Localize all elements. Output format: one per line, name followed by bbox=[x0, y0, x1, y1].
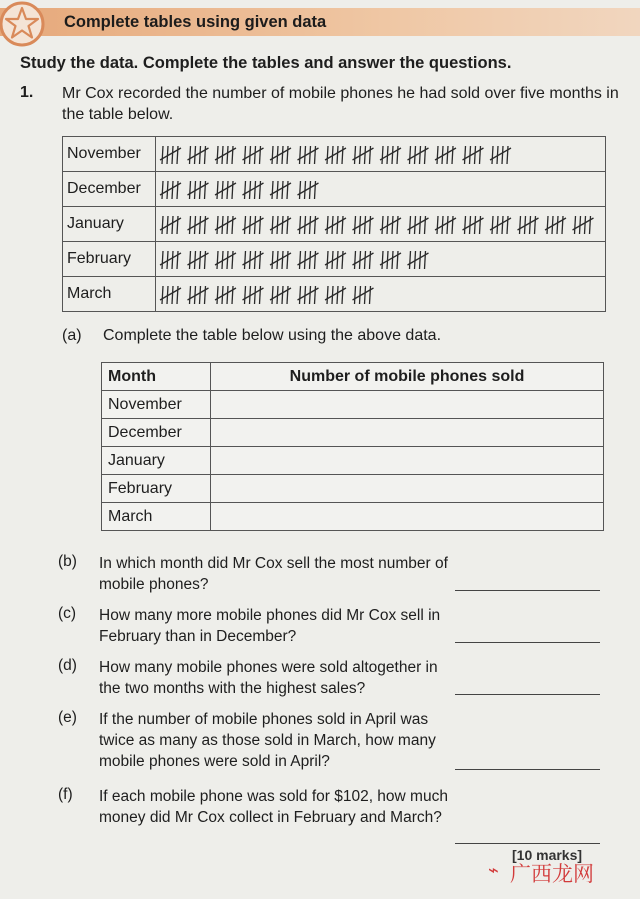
answer-month: December bbox=[102, 419, 211, 447]
header-month: Month bbox=[102, 363, 211, 391]
tally-group bbox=[380, 216, 401, 234]
tally-group bbox=[270, 146, 291, 164]
part-b-letter: (b) bbox=[58, 553, 77, 570]
tally-group bbox=[215, 181, 236, 199]
part-e-answer-line[interactable] bbox=[455, 769, 600, 770]
tally-group bbox=[243, 251, 264, 269]
tally-group bbox=[463, 146, 484, 164]
tally-marks bbox=[156, 207, 606, 242]
tally-group bbox=[298, 286, 319, 304]
tally-group bbox=[243, 216, 264, 234]
tally-group bbox=[215, 146, 236, 164]
tally-marks bbox=[156, 242, 606, 277]
part-d-answer-line[interactable] bbox=[455, 694, 600, 695]
table-row bbox=[102, 503, 604, 531]
tally-group bbox=[298, 251, 319, 269]
tally-group bbox=[435, 216, 456, 234]
tally-group bbox=[243, 286, 264, 304]
part-a-text: Complete the table below using the above data. bbox=[103, 327, 442, 344]
tally-group bbox=[160, 216, 181, 234]
tally-group bbox=[490, 216, 511, 234]
tally-group bbox=[380, 146, 401, 164]
question-intro: Mr Cox recorded the number of mobile phones he had sold over five months in the table below. bbox=[62, 85, 619, 123]
answer-cell[interactable] bbox=[211, 419, 604, 447]
answer-month: November bbox=[102, 391, 211, 419]
tally-month: December bbox=[63, 172, 156, 207]
tally-group bbox=[188, 181, 209, 199]
answer-month: March bbox=[102, 503, 211, 531]
tally-group bbox=[298, 216, 319, 234]
tally-group bbox=[243, 146, 264, 164]
tally-group bbox=[353, 146, 374, 164]
part-f-answer-line[interactable] bbox=[455, 843, 600, 844]
tally-group bbox=[270, 251, 291, 269]
tally-group bbox=[380, 251, 401, 269]
answer-cell[interactable] bbox=[211, 447, 604, 475]
tally-marks bbox=[156, 172, 606, 207]
section-title: Complete tables using given data bbox=[64, 13, 327, 31]
tally-group bbox=[325, 286, 346, 304]
tally-group bbox=[215, 251, 236, 269]
tally-group bbox=[188, 286, 209, 304]
part-e-letter: (e) bbox=[58, 709, 77, 726]
answer-month: February bbox=[102, 475, 211, 503]
part-d-text: How many mobile phones were sold altogether in the two months with the highest sales? bbox=[99, 659, 438, 697]
tally-group bbox=[298, 146, 319, 164]
tally-group bbox=[325, 146, 346, 164]
tally-row bbox=[63, 277, 606, 312]
tally-group bbox=[353, 286, 374, 304]
tally-group bbox=[408, 216, 429, 234]
watermark: 广西龙网 bbox=[510, 863, 594, 886]
tally-group bbox=[408, 251, 429, 269]
tally-group bbox=[160, 251, 181, 269]
answer-cell[interactable] bbox=[211, 391, 604, 419]
tally-group bbox=[270, 286, 291, 304]
header-count: Number of mobile phones sold bbox=[211, 363, 604, 391]
tally-month: March bbox=[63, 277, 156, 312]
part-c-answer-line[interactable] bbox=[455, 642, 600, 643]
table-row bbox=[102, 447, 604, 475]
instruction: Study the data. Complete the tables and answer the questions. bbox=[20, 54, 512, 72]
tally-group bbox=[270, 216, 291, 234]
tally-group bbox=[160, 146, 181, 164]
tally-table bbox=[62, 136, 606, 312]
table-row bbox=[102, 391, 604, 419]
tally-row bbox=[63, 172, 606, 207]
question-number: 1. bbox=[20, 84, 34, 101]
tally-row bbox=[63, 242, 606, 277]
part-f-text: If each mobile phone was sold for $102, how much money did Mr Cox collect in February and March? bbox=[99, 788, 448, 826]
marks-label: [10 marks] bbox=[512, 847, 583, 863]
tally-group bbox=[188, 216, 209, 234]
star-icon bbox=[0, 0, 48, 48]
tally-group bbox=[270, 181, 291, 199]
tally-group bbox=[573, 216, 594, 234]
tally-month: January bbox=[63, 207, 156, 242]
part-b-text: In which month did Mr Cox sell the most number of mobile phones? bbox=[99, 555, 448, 593]
tally-month: November bbox=[63, 137, 156, 172]
tally-group bbox=[490, 146, 511, 164]
part-d-letter: (d) bbox=[58, 657, 77, 674]
tally-group bbox=[215, 216, 236, 234]
table-row bbox=[102, 475, 604, 503]
part-c-letter: (c) bbox=[58, 605, 77, 622]
tally-group bbox=[243, 181, 264, 199]
tally-group bbox=[518, 216, 539, 234]
tally-group bbox=[215, 286, 236, 304]
tally-group bbox=[353, 216, 374, 234]
tally-group bbox=[545, 216, 566, 234]
watermark-icon: ⌁ bbox=[488, 860, 499, 880]
tally-row bbox=[63, 137, 606, 172]
tally-marks bbox=[156, 277, 606, 312]
answer-table bbox=[101, 362, 604, 531]
tally-group bbox=[188, 146, 209, 164]
answer-cell[interactable] bbox=[211, 503, 604, 531]
part-a-letter: (a) bbox=[62, 327, 82, 344]
tally-marks bbox=[156, 137, 606, 172]
tally-group bbox=[188, 251, 209, 269]
part-e-text: If the number of mobile phones sold in April was twice as many as those sold in March, how many mobile phones were sold in April? bbox=[99, 711, 436, 770]
part-b-answer-line[interactable] bbox=[455, 590, 600, 591]
part-f-letter: (f) bbox=[58, 786, 73, 803]
tally-month: February bbox=[63, 242, 156, 277]
tally-group bbox=[408, 146, 429, 164]
tally-group bbox=[160, 286, 181, 304]
tally-group bbox=[353, 251, 374, 269]
answer-month: January bbox=[102, 447, 211, 475]
tally-group bbox=[463, 216, 484, 234]
tally-group bbox=[325, 251, 346, 269]
part-c-text: How many more mobile phones did Mr Cox sell in February than in December? bbox=[99, 607, 441, 645]
tally-group bbox=[435, 146, 456, 164]
tally-row bbox=[63, 207, 606, 242]
answer-cell[interactable] bbox=[211, 475, 604, 503]
table-row bbox=[102, 419, 604, 447]
tally-group bbox=[298, 181, 319, 199]
tally-group bbox=[160, 181, 181, 199]
tally-group bbox=[325, 216, 346, 234]
